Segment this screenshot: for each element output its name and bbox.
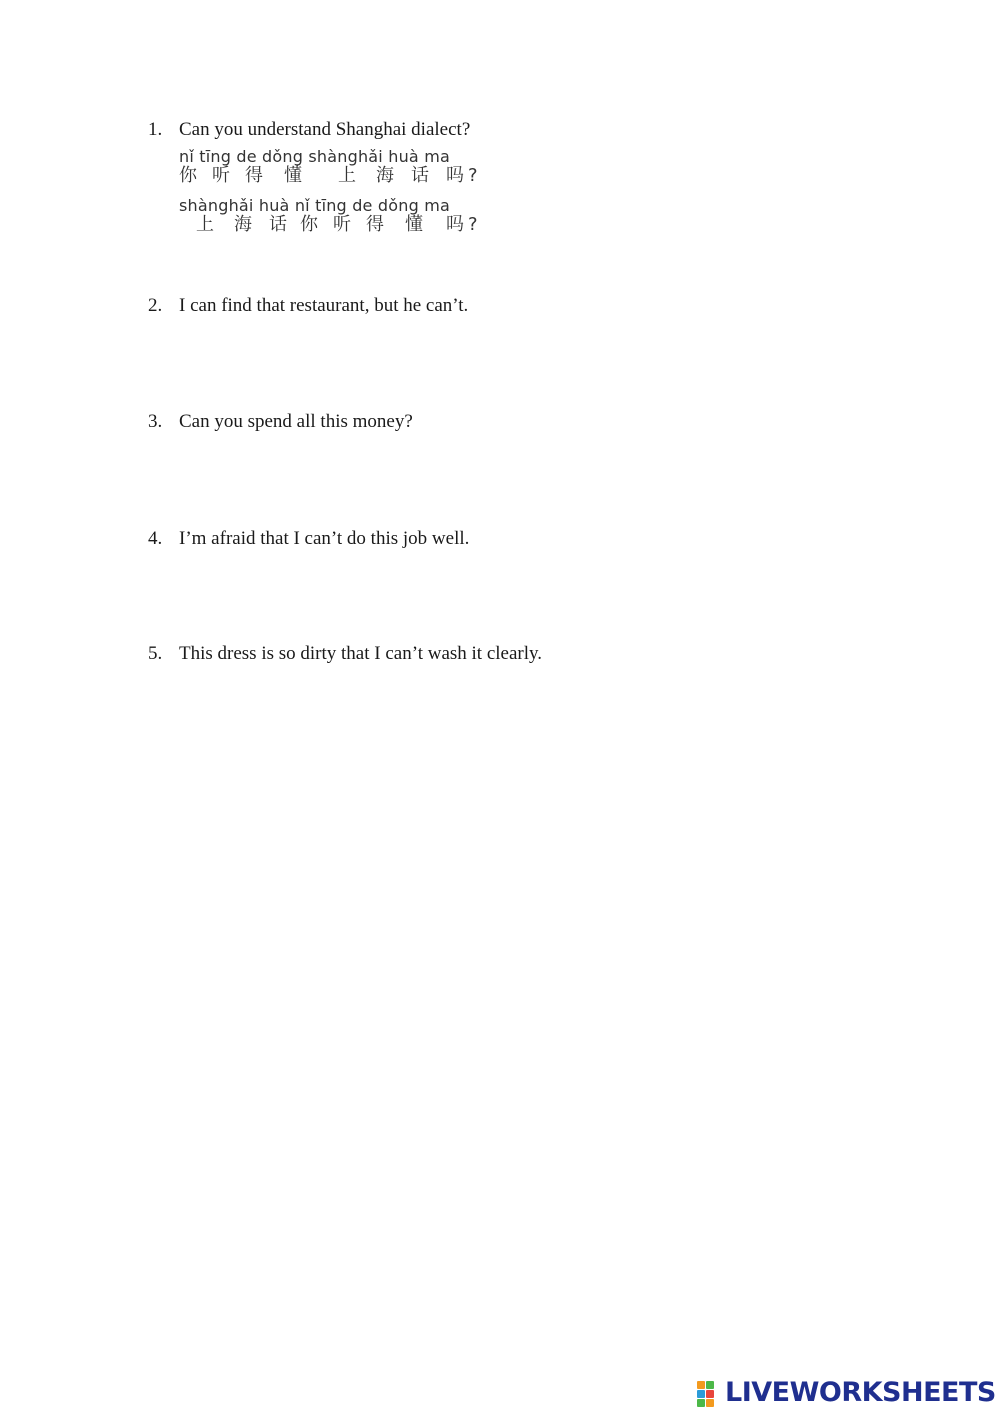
hanzi-char: 懂 <box>405 214 423 235</box>
logo-wordmark: LIVEWORKSHEETS <box>725 1377 996 1408</box>
question-5 <box>148 642 542 666</box>
hanzi-char: 话 <box>411 165 429 186</box>
liveworksheets-logo <box>697 1378 996 1408</box>
hanzi-char: 海 <box>234 214 252 235</box>
answer-b-pinyin[interactable]: shànghǎi huà nǐ tīng de dǒng ma <box>179 196 451 215</box>
hanzi-char: 海 <box>376 165 394 186</box>
hanzi-char: 懂 <box>284 165 302 186</box>
question-2 <box>148 294 468 318</box>
hanzi-char: 听 <box>333 214 351 235</box>
question-1 <box>148 118 470 142</box>
question-4 <box>148 527 469 551</box>
hanzi-char: 你 <box>300 214 318 235</box>
hanzi-char: 得 <box>245 165 263 186</box>
hanzi-char: 吗 <box>446 214 464 235</box>
hanzi-char: 听 <box>212 165 230 186</box>
question-number: 2. <box>148 295 163 316</box>
question-text: This dress is so dirty that I can’t wash it clearly. <box>179 643 543 664</box>
question-number: 4. <box>148 528 163 549</box>
hanzi-char: ? <box>468 165 478 186</box>
hanzi-char: ? <box>468 214 478 235</box>
hanzi-char: 上 <box>338 165 356 186</box>
question-number: 1. <box>148 119 163 140</box>
question-text: I can find that restaurant, but he can’t. <box>179 295 469 316</box>
question-text: Can you spend all this money? <box>179 411 413 432</box>
question-3 <box>148 410 413 434</box>
logo-mark-icon <box>697 1380 723 1406</box>
hanzi-char: 你 <box>179 165 197 186</box>
question-text: I’m afraid that I can’t do this job well. <box>179 528 470 549</box>
question-number: 5. <box>148 643 163 664</box>
hanzi-char: 话 <box>269 214 287 235</box>
answer-a-pinyin[interactable]: nǐ tīng de dǒng shànghǎi huà ma <box>179 147 451 166</box>
hanzi-char: 得 <box>366 214 384 235</box>
hanzi-char: 上 <box>196 214 214 235</box>
hanzi-char: 吗 <box>446 165 464 186</box>
question-number: 3. <box>148 411 163 432</box>
question-text: Can you understand Shanghai dialect? <box>179 119 471 140</box>
